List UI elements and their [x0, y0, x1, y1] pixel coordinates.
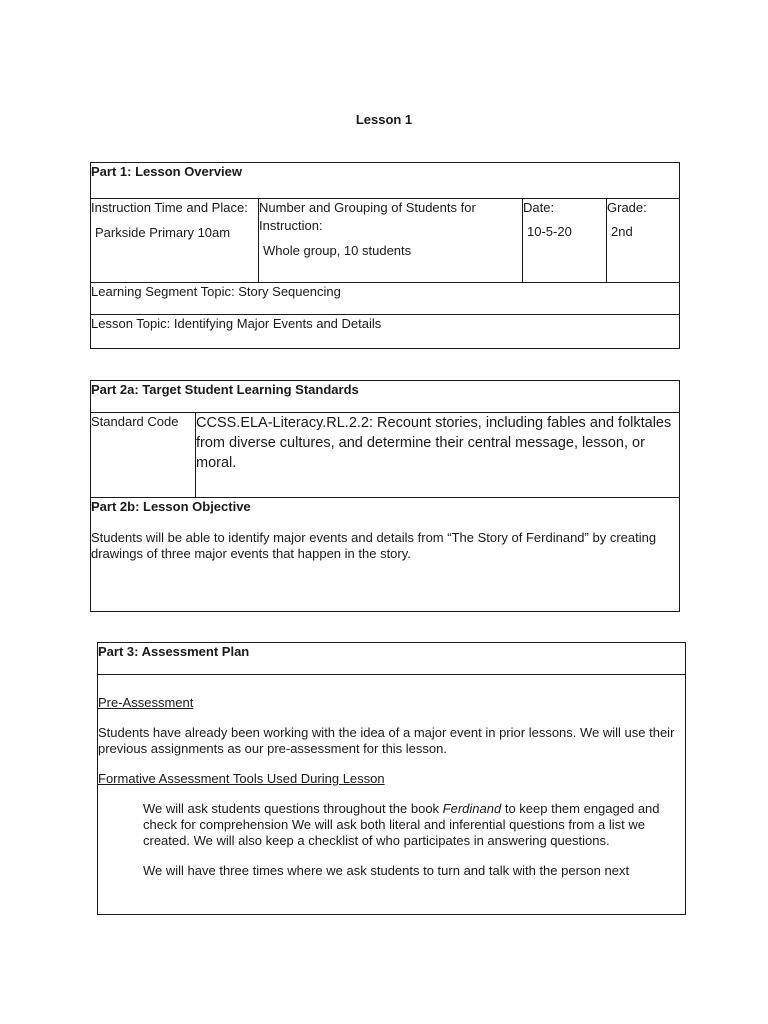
formative-p1-italic: Ferdinand [442, 801, 502, 816]
assessment-content [98, 675, 686, 915]
instruction-time-cell [91, 199, 259, 283]
objective-cell [91, 498, 680, 612]
pre-assessment-text: Students have already been working with the idea of a major event in prior lessons. We will use their previous assignments as our pre-assessment for this lesson. [98, 725, 675, 756]
page-title: Lesson 1 [355, 112, 413, 127]
objective-text: Students will be able to identify major events and details from “The Story of Ferdinand” by creating drawings of three major events that happen in the story. [91, 530, 657, 561]
grouping-label: Number and Grouping of Students for Instruction: [259, 200, 476, 233]
pre-assessment-heading: Pre-Assessment [98, 695, 194, 710]
date-cell [523, 199, 607, 283]
part2a-header: Part 2a: Target Student Learning Standards [91, 381, 680, 413]
instruction-time-value: Parkside Primary 10am [95, 225, 231, 240]
lesson-overview-table [90, 162, 680, 349]
standards-table [90, 380, 680, 612]
formative-paragraph-2: We will have three times where we ask students to turn and talk with the person next [143, 863, 630, 878]
standard-code-label: Standard Code [91, 413, 196, 498]
formative-p1-after: to keep them engaged and check for comprehension We will ask both literal and inferential questions from a list we created. We will also keep a checklist of who participates in answering questions. [143, 801, 660, 848]
grade-value: 2nd [611, 224, 633, 239]
formative-heading: Formative Assessment Tools Used During Lesson [98, 771, 385, 786]
instruction-time-label: Instruction Time and Place: [91, 200, 248, 215]
lesson-topic: Lesson Topic: Identifying Major Events and Details [91, 315, 680, 349]
grouping-value: Whole group, 10 students [263, 243, 412, 258]
date-value: 10-5-20 [527, 224, 572, 239]
formative-paragraph-1 [98, 801, 685, 849]
grade-label: Grade: [607, 200, 647, 215]
segment-topic: Learning Segment Topic: Story Sequencing [91, 283, 680, 315]
part2b-header: Part 2b: Lesson Objective [91, 499, 251, 514]
standard-text: CCSS.ELA-Literacy.RL.2.2: Recount stories, including fables and folktales from diverse cultures, and determine their central message, lesson, or moral. [196, 413, 680, 498]
part1-header: Part 1: Lesson Overview [91, 163, 680, 199]
assessment-plan-table [97, 642, 686, 915]
date-label: Date: [523, 200, 555, 215]
grouping-cell [259, 199, 523, 283]
grade-cell [607, 199, 680, 283]
formative-p1-before: We will ask students questions throughout the book [143, 801, 443, 816]
part3-header: Part 3: Assessment Plan [98, 643, 686, 675]
